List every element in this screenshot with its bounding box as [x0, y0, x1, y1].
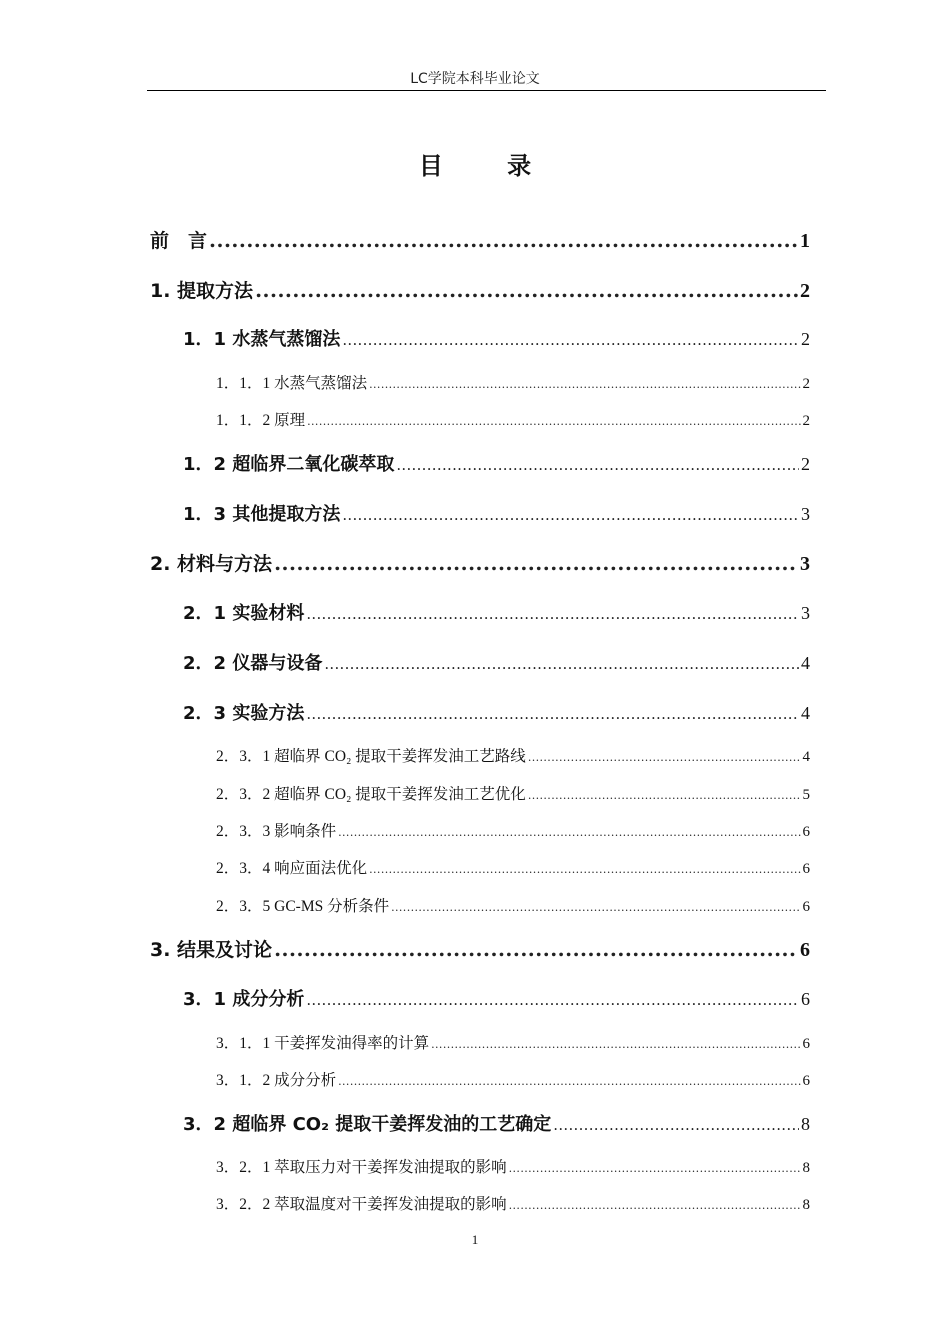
dot-leader — [306, 705, 799, 723]
toc-entry-page: 6 — [802, 1036, 810, 1052]
toc-entry-label: 3. 结果及讨论 — [150, 939, 273, 961]
dot-leader — [509, 1199, 801, 1212]
toc-entry-label: 1．1 水蒸气蒸馏法 — [183, 329, 341, 350]
dot-leader — [369, 378, 800, 391]
toc-entry-page: 2 — [801, 329, 810, 349]
toc-entry-label: 3．1．1 干姜挥发油得率的计算 — [216, 1035, 430, 1052]
page-number: 1 — [471, 1232, 479, 1247]
running-header: LC学院本科毕业论文 — [410, 71, 540, 87]
toc-entry-page: 8 — [802, 1160, 810, 1176]
dot-leader — [306, 991, 799, 1009]
toc-entry-label: 1．1．2 原理 — [216, 412, 306, 429]
toc-entry-1-2[interactable] — [183, 450, 810, 476]
toc-entry-label: 3．2．2 萃取温度对干姜挥发油提取的影响 — [216, 1196, 507, 1213]
dot-leader — [209, 228, 798, 252]
toc-entry-3-2-1[interactable] — [216, 1155, 810, 1177]
toc-entry-page: 2 — [800, 280, 810, 302]
toc-entry-page: 3 — [801, 603, 810, 623]
toc-entry-page: 6 — [801, 989, 810, 1009]
toc-entry-page: 1 — [800, 230, 810, 252]
toc-entry-label: 3．1 成分分析 — [183, 989, 305, 1010]
toc-entry-3-1-1[interactable] — [216, 1031, 810, 1053]
dot-leader — [528, 789, 801, 802]
dot-leader — [338, 826, 800, 839]
dot-leader — [274, 551, 798, 575]
toc-entry-2-1[interactable] — [183, 599, 810, 625]
toc-entry-page: 3 — [801, 504, 810, 524]
dot-leader — [338, 1075, 800, 1088]
toc-entry-label: 3．2．1 萃取压力对干姜挥发油提取的影响 — [216, 1159, 507, 1176]
dot-leader — [324, 655, 799, 673]
dot-leader — [306, 605, 799, 623]
toc-entry-page: 6 — [802, 899, 810, 915]
toc-entry-page: 4 — [801, 703, 810, 723]
toc-entry-label: 1. 提取方法 — [150, 280, 254, 302]
toc-entry-label: 2．3．5 GC-MS 分析条件 — [216, 898, 390, 915]
toc-entry-label: 1．2 超临界二氧化碳萃取 — [183, 454, 395, 475]
toc-entry-label: 2．3 实验方法 — [183, 703, 305, 724]
dot-leader — [307, 415, 800, 428]
dot-leader — [431, 1038, 800, 1051]
toc-entry-2-2[interactable] — [183, 649, 810, 675]
toc-entry-label: 2．2 仪器与设备 — [183, 653, 323, 674]
toc-entry-label: 2．1 实验材料 — [183, 603, 305, 624]
toc-entry-1[interactable] — [150, 276, 810, 303]
toc-entry-2-3-1[interactable] — [216, 744, 810, 766]
toc-entry-3-1[interactable] — [183, 985, 810, 1011]
toc-entry-page: 4 — [801, 653, 810, 673]
dot-leader — [396, 456, 799, 474]
toc-entry-page: 2 — [801, 454, 810, 474]
toc-entry-preface[interactable] — [150, 226, 810, 253]
dot-leader — [274, 937, 798, 961]
toc-entry-1-1-2[interactable] — [216, 408, 810, 430]
dot-leader — [255, 278, 798, 302]
toc-entry-page: 4 — [802, 749, 810, 765]
toc-entry-page: 6 — [802, 824, 810, 840]
toc-entry-page: 3 — [800, 553, 810, 575]
toc-title: 目 录 — [418, 152, 560, 180]
toc-entry-label: 2．3．2 超临界 CO₂ 提取干姜挥发油工艺优化 — [216, 786, 526, 803]
toc-entry-label: 2．3．1 超临界 CO₂ 提取干姜挥发油工艺路线 — [216, 748, 526, 765]
dot-leader — [391, 901, 800, 914]
toc-entry-page: 8 — [801, 1114, 810, 1134]
toc-entry-page: 2 — [802, 376, 810, 392]
dot-leader — [528, 751, 801, 764]
toc-entry-page: 6 — [802, 1073, 810, 1089]
dot-leader — [369, 863, 800, 876]
toc-entry-2-3-2[interactable] — [216, 782, 810, 804]
toc-entry-3-2[interactable] — [183, 1110, 810, 1136]
toc-entry-1-1[interactable] — [183, 325, 810, 351]
toc-entry-page: 6 — [802, 861, 810, 877]
toc-entry-page: 6 — [800, 939, 810, 961]
dot-leader — [342, 506, 799, 524]
toc-entry-3-1-2[interactable] — [216, 1068, 810, 1090]
toc-entry-1-1-1[interactable] — [216, 371, 810, 393]
dot-leader — [509, 1162, 801, 1175]
toc-entry-label: 2．3．4 响应面法优化 — [216, 860, 368, 877]
toc-entry-label: 3．2 超临界 CO₂ 提取干姜挥发油的工艺确定 — [183, 1114, 552, 1135]
dot-leader — [553, 1116, 799, 1134]
toc-entry-label: 2．3．3 影响条件 — [216, 823, 337, 840]
toc-entry-page: 5 — [802, 787, 810, 803]
dot-leader — [342, 331, 799, 349]
toc-entry-2[interactable] — [150, 549, 810, 576]
toc-entry-2-3-3[interactable] — [216, 819, 810, 841]
toc-entry-label: 1．3 其他提取方法 — [183, 504, 341, 525]
toc-entry-2-3-5[interactable] — [216, 894, 810, 916]
toc-entry-1-3[interactable] — [183, 500, 810, 526]
toc-entry-label: 前 言 — [150, 230, 208, 252]
toc-entry-2-3-4[interactable] — [216, 856, 810, 878]
toc-entry-label: 1．1．1 水蒸气蒸馏法 — [216, 375, 368, 392]
toc-entry-label: 3．1．2 成分分析 — [216, 1072, 337, 1089]
toc-entry-page: 8 — [802, 1197, 810, 1213]
toc-entry-2-3[interactable] — [183, 699, 810, 725]
toc-entry-3-2-2[interactable] — [216, 1192, 810, 1214]
toc-entry-label: 2. 材料与方法 — [150, 553, 273, 575]
toc-entry-3[interactable] — [150, 935, 810, 962]
toc-entry-page: 2 — [802, 413, 810, 429]
